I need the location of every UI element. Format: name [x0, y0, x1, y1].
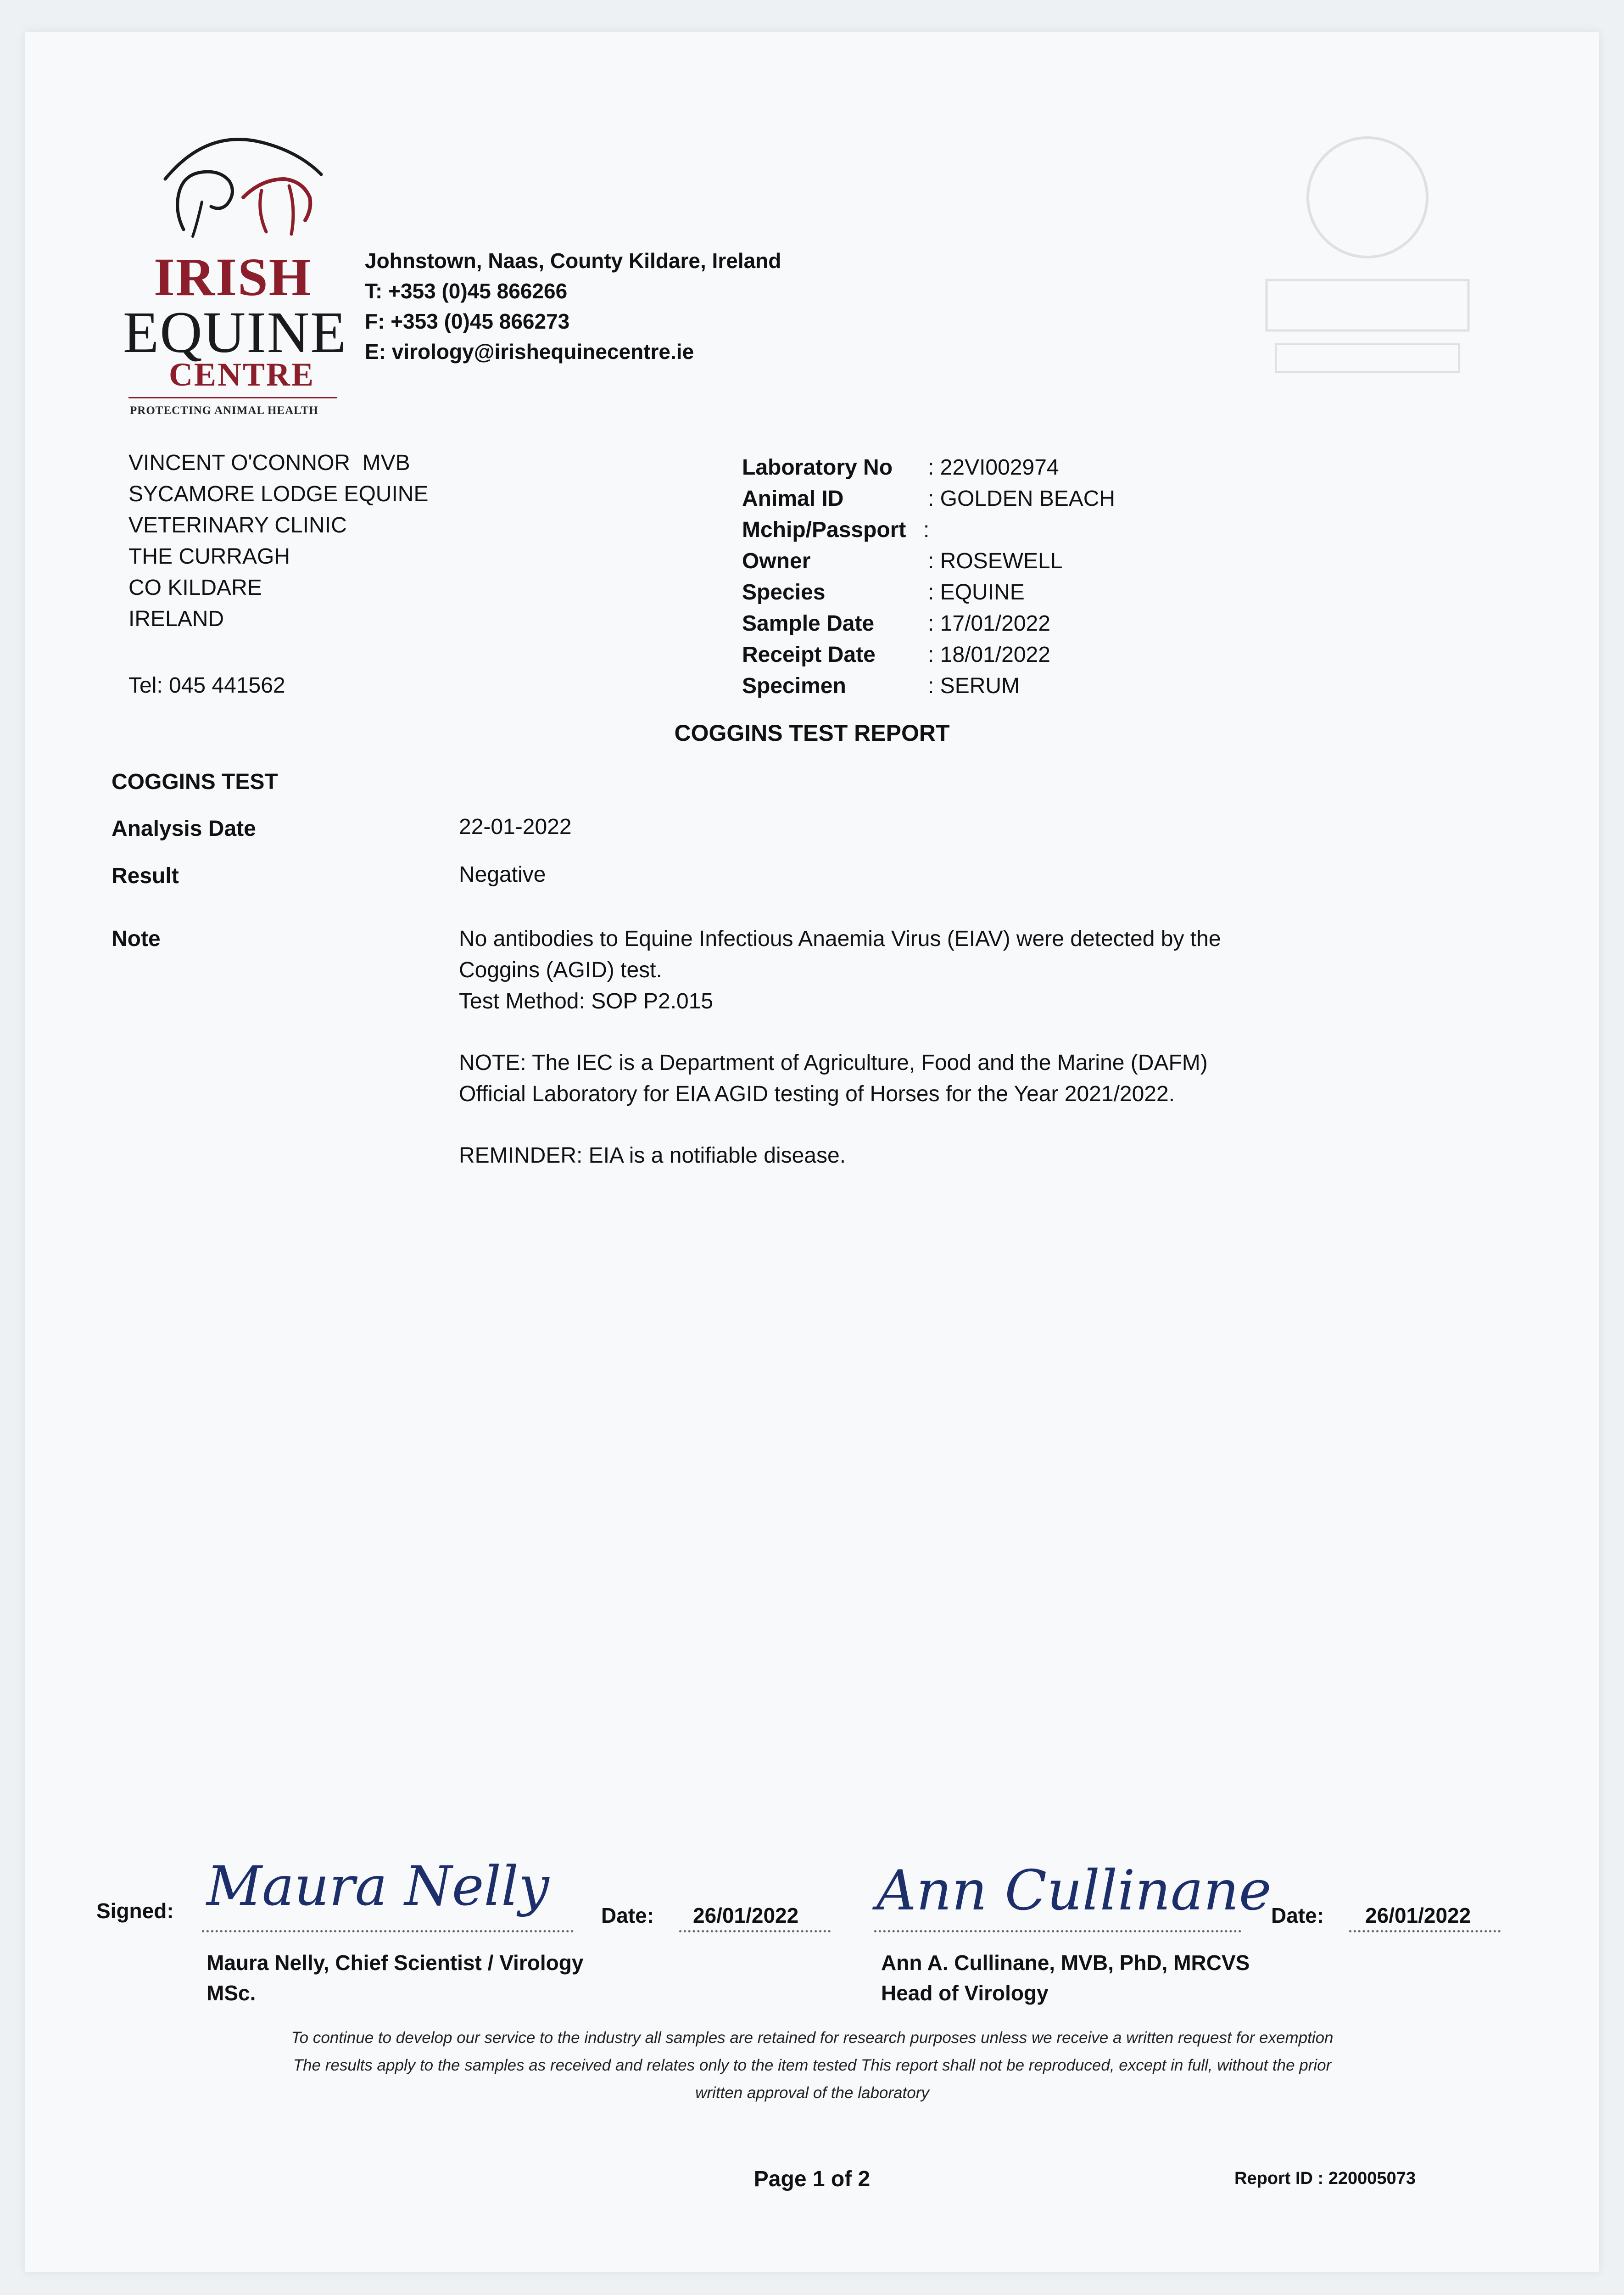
lab-label-owner: Owner	[742, 549, 811, 573]
signature-text: Maura Nelly	[206, 1854, 549, 1918]
analysis-date-label: Analysis Date	[112, 817, 256, 841]
lab-label-animal-id: Animal ID	[742, 487, 844, 511]
section-title: COGGINS TEST	[112, 770, 278, 794]
signer1-name-block	[206, 1948, 642, 2008]
logo-tagline: PROTECTING ANIMAL HEALTH	[130, 404, 318, 417]
date-line	[1349, 1930, 1501, 1932]
lab-label-laboratory-no: Laboratory No	[742, 455, 893, 480]
lab-label-mchip: Mchip/Passport	[742, 518, 906, 542]
disclaimer-line: To continue to develop our service to the industry all samples are retained for research purposes unless we receive a written request for exemption	[291, 2029, 1334, 2047]
signer1-name: Maura Nelly, Chief Scientist / Virology	[206, 1951, 584, 1975]
recipient-line: SYCAMORE LODGE EQUINE	[128, 482, 429, 506]
recipient-address	[128, 448, 428, 635]
lab-value-sample-date: : 17/01/2022	[928, 611, 1050, 636]
signature-maura-nelly	[202, 1841, 549, 1932]
signature-line	[202, 1930, 574, 1932]
lab-value-species: : EQUINE	[928, 580, 1025, 605]
lab-label-receipt-date: Receipt Date	[742, 643, 876, 667]
analysis-date-value: 22-01-2022	[459, 815, 572, 839]
report-title: COGGINS TEST REPORT	[674, 720, 950, 746]
recipient-line: IRELAND	[128, 607, 224, 631]
recipient-line: VETERINARY CLINIC	[128, 513, 347, 537]
lab-label-sample-date: Sample Date	[742, 611, 875, 636]
lab-label-species: Species	[742, 580, 826, 605]
lab-value-specimen: : SERUM	[928, 674, 1020, 698]
recipient-line: CO KILDARE	[128, 576, 262, 600]
result-value: Negative	[459, 862, 546, 887]
contact-phone: T: +353 (0)45 866266	[365, 279, 568, 303]
signature-text: Ann Cullinane	[876, 1859, 1272, 1923]
note-paragraph: NOTE: The IEC is a Department of Agriculture, Food and the Marine (DAFM) Official Laboratory for EIA AGID testing of Horses for the Year 2021/2022.	[459, 1051, 1208, 1106]
lab-label-specimen: Specimen	[742, 674, 846, 698]
contact-fax: F: +353 (0)45 866273	[365, 309, 570, 333]
lab-info-values	[923, 452, 1116, 702]
logo-equine-text: EQUINE	[123, 300, 347, 365]
signature-ann-cullinane	[872, 1831, 1272, 1932]
signer2-date-label: Date:	[1271, 1903, 1324, 1927]
report-id: Report ID : 220005073	[1234, 2169, 1416, 2188]
lab-value-animal-id: : GOLDEN BEACH	[928, 487, 1116, 511]
signed-label: Signed:	[96, 1899, 174, 1923]
signer1-title: MSc.	[206, 1981, 256, 2005]
contact-email: E: virology@irishequinecentre.ie	[365, 340, 694, 364]
lab-value-receipt-date: : 18/01/2022	[928, 643, 1050, 667]
disclaimer	[184, 2024, 1441, 2107]
date-line	[679, 1930, 831, 1932]
ghost-logo-watermark	[1248, 129, 1487, 422]
page-number: Page 1 of 2	[753, 2167, 871, 2191]
note-paragraph: No antibodies to Equine Infectious Anaemia Virus (EIAV) were detected by the Coggins (AGID) test.	[459, 927, 1221, 982]
signer2-title: Head of Virology	[881, 1981, 1049, 2005]
logo-centre-text: CENTRE	[169, 356, 315, 393]
recipient-line: THE CURRAGH	[128, 544, 290, 569]
recipient-tel: Tel: 045 441562	[128, 673, 285, 698]
signer1-date-label: Date:	[601, 1903, 654, 1927]
signer2-name: Ann A. Cullinane, MVB, PhD, MRCVS	[881, 1951, 1250, 1975]
contact-address: Johnstown, Naas, County Kildare, Ireland	[365, 249, 781, 273]
note-paragraph: REMINDER: EIA is a notifiable disease.	[459, 1143, 846, 1168]
disclaimer-line: written approval of the laboratory	[695, 2084, 929, 2102]
signer1-date: 26/01/2022	[693, 1903, 799, 1927]
lab-value-mchip: :	[923, 518, 930, 542]
lab-value-owner: : ROSEWELL	[928, 549, 1063, 573]
note-block	[459, 924, 1262, 1202]
recipient-line: VINCENT O'CONNOR MVB	[128, 451, 410, 475]
result-label: Result	[112, 864, 179, 888]
logo-irish-text: IRISH	[154, 247, 312, 307]
logo-divider	[128, 397, 337, 398]
signer2-name-block	[881, 1948, 1250, 2008]
horse-logo-icon	[151, 124, 335, 243]
note-label: Note	[112, 927, 161, 951]
signature-line	[874, 1930, 1241, 1932]
contact-block	[365, 246, 781, 367]
disclaimer-line: The results apply to the samples as received and relates only to the item tested This report shall not be reproduced, except in full, without the prior	[293, 2056, 1332, 2074]
test-method: Test Method: SOP P2.015	[459, 989, 714, 1013]
signer2-date: 26/01/2022	[1365, 1903, 1471, 1927]
lab-value-laboratory-no: : 22VI002974	[928, 455, 1059, 480]
lab-info-labels	[742, 452, 906, 702]
